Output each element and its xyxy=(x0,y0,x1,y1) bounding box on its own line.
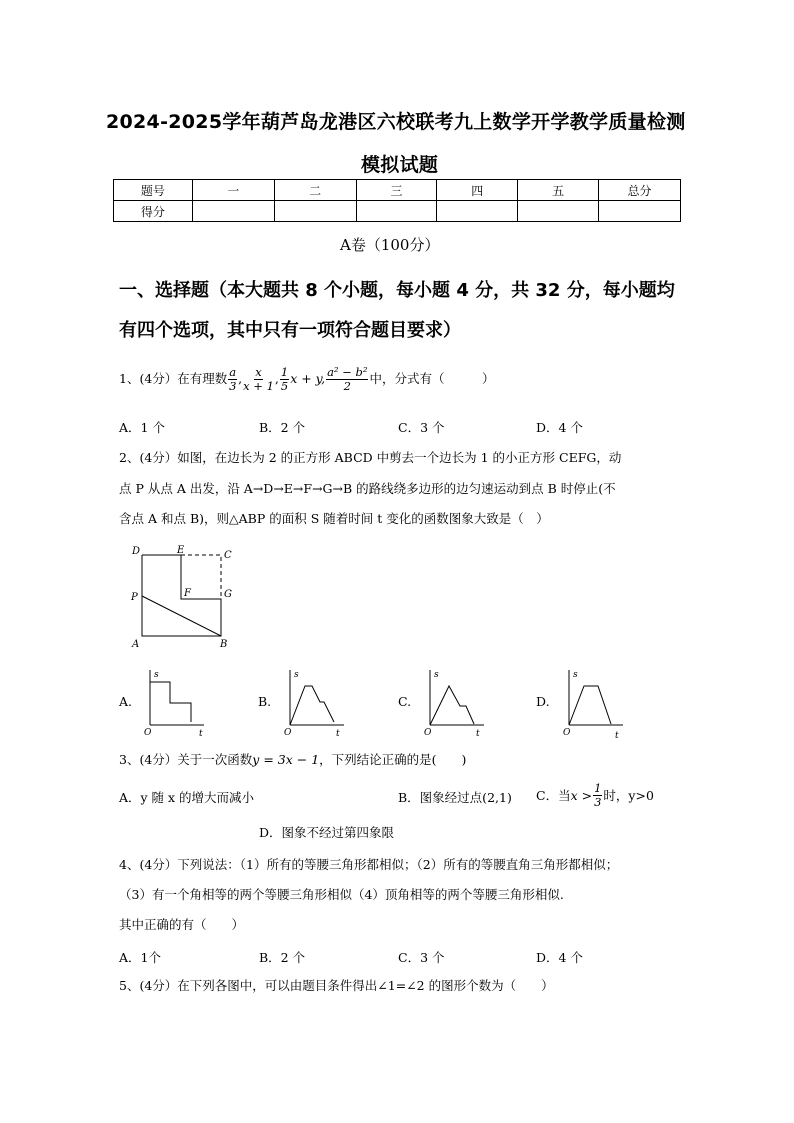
q2-segment-pb xyxy=(142,596,221,636)
svg-text:s: s xyxy=(154,670,159,680)
score-table-score-row xyxy=(114,201,681,222)
q3-option-c[interactable]: C．当 x > $\frac{1}{3}$ 时，y>0 xyxy=(536,780,654,809)
graph-c-curve xyxy=(430,686,474,725)
svg-text:s: s xyxy=(434,670,439,680)
q4-line2: （3）有一个角相等的两个等腰三角形相似（4）顶角相等的两个等腰三角形相似. xyxy=(119,887,564,902)
graph-a-curve xyxy=(150,682,191,722)
svg-text:O: O xyxy=(563,728,571,738)
q2-graph-d[interactable] xyxy=(561,666,627,740)
q3-function: y = 3x − 1 xyxy=(252,752,320,767)
svg-text:s: s xyxy=(294,670,299,680)
section-a-heading: A卷（100分） xyxy=(340,236,440,254)
q2-square-figure xyxy=(128,540,243,652)
score-table xyxy=(113,179,681,222)
q4-line3: 其中正确的有（ ） xyxy=(119,917,245,932)
label-e: E xyxy=(177,545,185,556)
q1-term: x + y, xyxy=(290,371,326,386)
q2-line1: 2、(4分）如图，在边长为 2 的正方形 ABCD 中剪去一个边长为 1 的小正方形 CEFG，动 xyxy=(119,450,622,465)
label-p: P xyxy=(131,592,138,603)
part1-heading-line1: 一、选择题（本大题共 8 个小题，每小题 4 分，共 32 分，每小题均 xyxy=(119,280,675,301)
score-header-cell: 四 xyxy=(437,180,518,201)
q5-line1: 5、(4分）在下列各图中，可以由题目条件得出∠1=∠2 的图形个数为（ ） xyxy=(119,978,554,993)
q3-option-d[interactable]: D．图象不经过第四象限 xyxy=(259,825,395,840)
q1-option-b[interactable]: B．2 个 xyxy=(259,420,306,435)
svg-text:t: t xyxy=(199,729,203,738)
q4-option-d[interactable]: D．4 个 xyxy=(536,950,583,965)
part1-heading-line2: 有四个选项，其中只有一项符合题目要求） xyxy=(119,320,461,341)
q2-option-b[interactable]: B. xyxy=(258,694,272,709)
q1-option-d[interactable]: D．4 个 xyxy=(536,420,583,435)
q3-suffix: ，下列结论正确的是( ) xyxy=(319,752,467,767)
graph-b-curve xyxy=(290,686,334,725)
label-b: B xyxy=(220,639,228,650)
svg-text:t: t xyxy=(476,729,480,738)
score-header-cell: 二 xyxy=(274,180,356,201)
score-header-cell: 五 xyxy=(518,180,599,201)
label-g: G xyxy=(224,589,232,600)
svg-text:t: t xyxy=(615,731,619,740)
document-title-line1: 2024-2025学年葫芦岛龙港区六校联考九上数学开学教学质量检测 xyxy=(106,111,686,133)
q1-option-c[interactable]: C．3 个 xyxy=(398,420,445,435)
score-table-header-row xyxy=(114,180,681,201)
q1-option-a[interactable]: A．1 个 xyxy=(119,420,165,435)
q1-sep: , xyxy=(238,371,243,386)
svg-text:s: s xyxy=(573,670,578,680)
q2-graph-c[interactable] xyxy=(422,666,488,738)
score-row-label: 得分 xyxy=(114,201,193,222)
q2-line3: 含点 A 和点 B)，则△ABP 的面积 S 随着时间 t 变化的函数图象大致是（ ） xyxy=(119,511,549,526)
q2-option-c[interactable]: C. xyxy=(398,694,412,709)
q2-graph-a[interactable] xyxy=(142,666,208,738)
q4-line1: 4、(4分）下列说法：（1）所有的等腰三角形都相似；（2）所有的等腰直角三角形都相似； xyxy=(119,857,619,872)
score-cell[interactable] xyxy=(599,201,681,222)
question-3 xyxy=(119,752,466,768)
svg-text:O: O xyxy=(144,728,152,738)
score-cell[interactable] xyxy=(518,201,599,222)
label-a: A xyxy=(132,639,140,650)
q3-prefix: 3、(4分）关于一次函数 xyxy=(119,752,253,767)
q2-polygon-outline xyxy=(142,555,221,636)
q4-option-c[interactable]: C．3 个 xyxy=(398,950,445,965)
svg-text:t: t xyxy=(336,729,340,738)
score-cell[interactable] xyxy=(356,201,437,222)
q2-option-a[interactable]: A. xyxy=(119,694,133,709)
score-header-cell: 题号 xyxy=(114,180,193,201)
score-header-cell: 总分 xyxy=(599,180,681,201)
q2-option-d[interactable]: D. xyxy=(536,694,550,709)
score-cell[interactable] xyxy=(274,201,356,222)
q2-line2: 点 P 从点 A 出发，沿 A→D→E→F→G→B 的路线绕多边形的边匀速运动到点 B 时停止(不 xyxy=(119,481,616,496)
svg-text:O: O xyxy=(284,728,292,738)
q1-fraction-4: $\frac{\text{a² − b²}}{2}$ xyxy=(327,364,368,393)
label-f: F xyxy=(184,588,191,599)
graph-d-curve xyxy=(569,686,611,725)
question-1 xyxy=(119,358,494,400)
q1-fraction-3: $\frac{1}{5}$ xyxy=(280,364,289,393)
q1-sep: , xyxy=(274,371,279,386)
q4-option-a[interactable]: A．1个 xyxy=(119,950,161,965)
svg-text:O: O xyxy=(424,728,432,738)
label-c: C xyxy=(224,550,232,561)
q1-suffix: 中，分式有（ ） xyxy=(369,371,495,386)
score-header-cell: 一 xyxy=(192,180,274,201)
score-cell[interactable] xyxy=(192,201,274,222)
q1-fraction-2: $\frac{x}{x + 1}$ xyxy=(243,364,274,393)
q2-graph-b[interactable] xyxy=(282,666,348,738)
q3-option-c-fraction: $\frac{1}{3}$ xyxy=(594,780,602,809)
q4-option-b[interactable]: B．2 个 xyxy=(259,950,306,965)
score-cell[interactable] xyxy=(437,201,518,222)
score-header-cell: 三 xyxy=(356,180,437,201)
q1-fraction-1: $\frac{a}{3}$ xyxy=(229,364,237,393)
q3-option-a[interactable]: A．y 随 x 的增大而减小 xyxy=(119,790,255,805)
q3-option-b[interactable]: B．图象经过点(2,1) xyxy=(398,790,512,805)
q1-prefix: 1、(4分）在有理数 xyxy=(119,371,228,386)
document-title-line2: 模拟试题 xyxy=(361,154,439,176)
label-d: D xyxy=(132,546,141,557)
